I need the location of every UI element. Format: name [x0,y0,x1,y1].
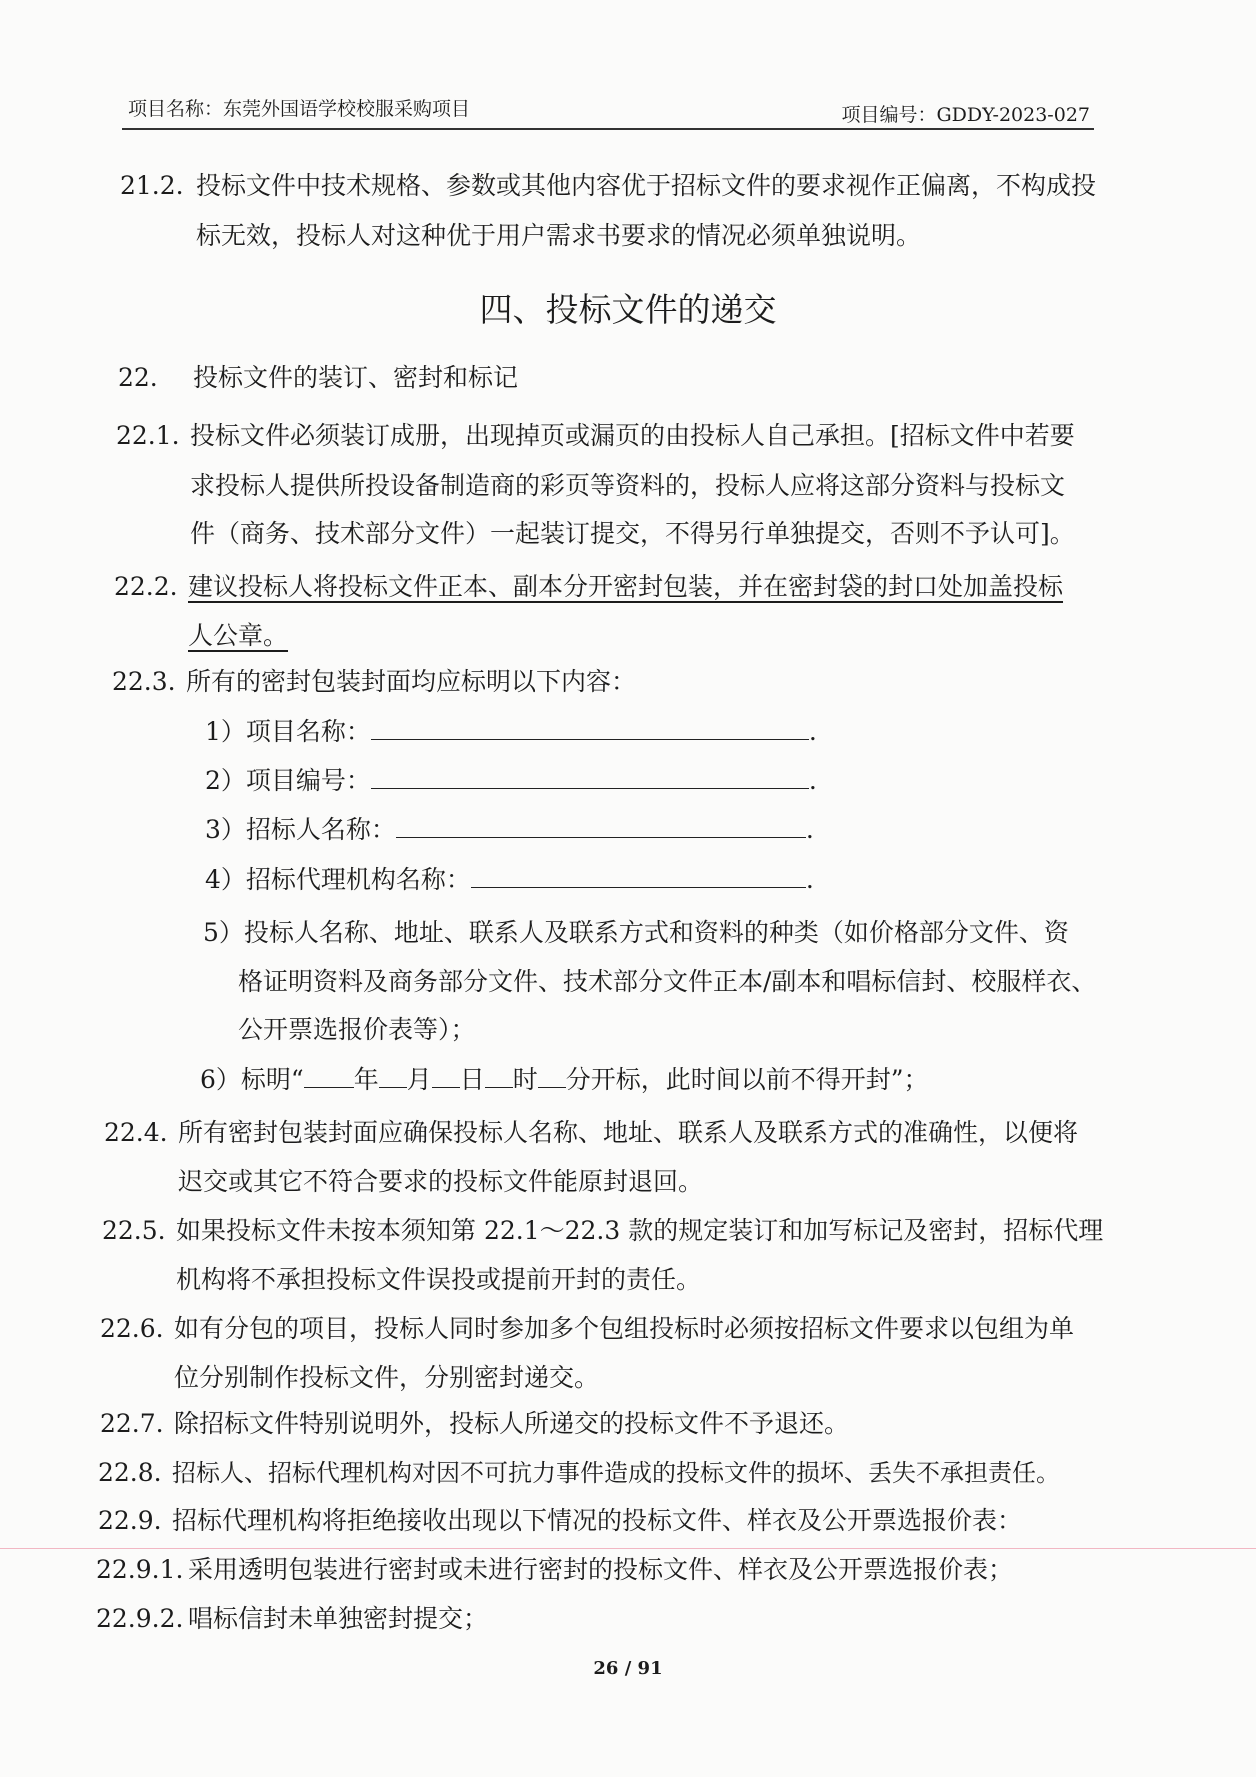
clause-text: 唱标信封未单独密封提交； [188,1604,489,1633]
cover-item-text: 格证明资料及商务部分文件、技术部分文件正本/副本和唱标信封、校服样衣、 [238,967,1097,996]
fill-blank [371,715,809,740]
clause-text: 标无效，投标人对这种优于用户需求书要求的情况必须单独说明。 [196,221,922,250]
clause-number: 22.2. [114,572,178,601]
clause-number: 22.9.1. [96,1555,184,1584]
clause-number: 22.3. [112,667,176,696]
cover-item-label: 2）项目编号： . [205,766,817,795]
fill-blank [471,863,806,888]
cover-item-date: 6）标明“ 年 月 日 时 分开标，此时间以前不得开封”； [200,1065,929,1094]
clause-text: 如果投标文件未按本须知第 22.1～22.3 款的规定装订和加写标记及密封，招标代理 [176,1216,1104,1245]
header-project-name: 项目名称：东莞外国语学校校服采购项目 [128,98,471,120]
clause-text: 投标文件必须装订成册，出现掉页或漏页的由投标人自己承担。[招标文件中若要 [190,421,1075,450]
page-number: 26 / 91 [593,1658,663,1679]
fill-blank [379,1063,407,1088]
fill-blank [485,1063,513,1088]
header-project-no: 项目编号：GDDY-2023-027 [841,104,1090,126]
clause-text-underlined: 人公章。 [188,621,289,650]
clause-text: 招标人、招标代理机构对因不可抗力事件造成的投标文件的损坏、丢失不承担责任。 [172,1459,1060,1487]
clause-number: 22.4. [104,1118,168,1147]
fill-blank [396,813,806,838]
clause-text: 投标文件的装订、密封和标记 [193,363,519,392]
clause-number: 22.5. [102,1216,166,1245]
clause-text: 如有分包的项目，投标人同时参加多个包组投标时必须按招标文件要求以包组为单 [174,1314,1075,1343]
cover-item-text: 公开票选报价表等）； [238,1015,476,1044]
clause-text-underlined: 建议投标人将投标文件正本、副本分开密封包装，并在密封袋的封口处加盖投标 [188,572,1064,601]
clause-number: 22.9. [98,1506,162,1535]
clause-text: 位分别制作投标文件，分别密封递交。 [174,1363,600,1392]
clause-text: 机构将不承担投标文件误投或提前开封的责任。 [176,1265,702,1294]
cover-item-label: 3）招标人名称： . [205,815,814,844]
clause-text: 除招标文件特别说明外，投标人所递交的投标文件不予退还。 [174,1409,850,1438]
cover-item-label: 1）项目名称： . [205,717,817,746]
clause-number: 22.6. [100,1314,164,1343]
page-header [122,88,1094,130]
clause-text: 迟交或其它不符合要求的投标文件能原封退回。 [178,1167,704,1196]
fill-blank [304,1063,354,1088]
section-title: 四、投标文件的递交 [479,290,777,329]
clause-text: 投标文件中技术规格、参数或其他内容优于招标文件的要求视作正偏离，不构成投 [196,171,1097,200]
clause-text: 件（商务、技术部分文件）一起装订提交，不得另行单独提交，否则不予认可]。 [190,519,1075,548]
fill-blank [538,1063,566,1088]
cover-item-text: 5）投标人名称、地址、联系人及联系方式和资料的种类（如价格部分文件、资 [203,918,1069,947]
clause-text: 所有密封包装封面应确保投标人名称、地址、联系人及联系方式的准确性，以便将 [178,1118,1079,1147]
clause-number: 22.7. [100,1409,164,1438]
clause-text: 招标代理机构将拒绝接收出现以下情况的投标文件、样衣及公开票选报价表： [172,1506,1023,1535]
clause-number: 22.9.2. [96,1604,184,1633]
clause-number: 22.1. [116,421,180,450]
clause-text: 求投标人提供所投设备制造商的彩页等资料的，投标人应将这部分资料与投标文 [190,471,1066,500]
cover-item-label: 4）招标代理机构名称： . [205,865,814,894]
clause-number: 21.2. [120,171,184,200]
clause-number: 22.8. [98,1458,162,1487]
clause-number: 22. [118,363,158,392]
clause-text: 采用透明包装进行密封或未进行密封的投标文件、样衣及公开票选报价表； [188,1555,1014,1584]
fill-blank [432,1063,460,1088]
scan-artifact-line [0,1548,1256,1549]
fill-blank [371,764,809,789]
clause-text: 所有的密封包装封面均应标明以下内容： [186,667,637,696]
